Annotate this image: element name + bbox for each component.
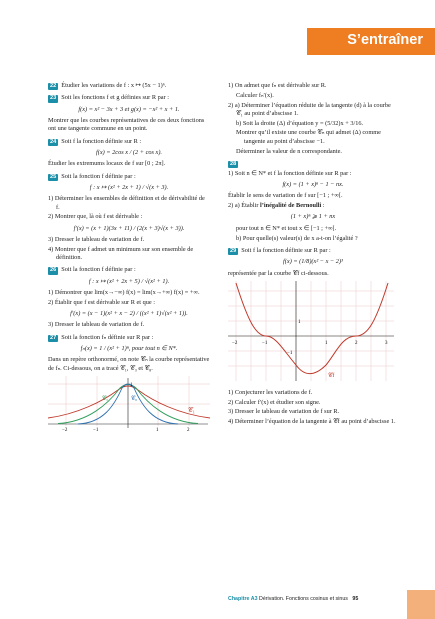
- exercise-number: 29: [230, 247, 237, 254]
- tick-label: 1: [298, 319, 301, 325]
- exercise-text: Dans un repère orthonormé, on note 𝒞ₙ la courbe représentative de fₙ. Ci-dessous, on a tracé 𝒞₁, 𝒞₃ et 𝒞₈.: [48, 356, 210, 372]
- exercise-text: Établir le sens de variation de f sur [−1 ; +∞[.: [228, 192, 343, 200]
- tick-label: −1: [93, 427, 99, 433]
- exercise-23: [48, 94, 210, 133]
- formula: f(x) = (1 + x)ⁿ − 1 − nx.: [282, 181, 344, 189]
- exercise-text: Soit la fonction f définie par :: [61, 172, 136, 180]
- grid: [228, 281, 394, 381]
- question: Calculer fₙ′(x).: [236, 91, 274, 99]
- label-c8: 𝒞₈: [131, 395, 137, 402]
- label-c1: 𝒞₁: [188, 406, 196, 414]
- exercise-22: [48, 82, 210, 90]
- exercise-text: Soit f la fonction définie sur R :: [61, 137, 142, 145]
- tick-label: 1: [325, 340, 328, 346]
- graph-cn-curves: [48, 376, 210, 434]
- right-column: [228, 82, 398, 430]
- question: 1) Conjecturer les variations de f.: [228, 388, 313, 396]
- exercise-number: 22: [50, 83, 57, 89]
- footer-accent-bar: [407, 590, 435, 619]
- question: 3) Dresser le tableau de variation de f sur R.: [228, 408, 340, 416]
- exercise-26: [48, 266, 210, 329]
- chapter-label: Chapitre A3: [228, 596, 258, 602]
- formula: fₙ(x) = 1 / (x² + 1)ⁿ, pour tout n ∈ N*.: [80, 345, 178, 353]
- curve-cf: [236, 283, 388, 374]
- header-banner: [307, 28, 435, 55]
- exercise-text: Soit la fonction fₙ définie sur R par :: [61, 333, 154, 341]
- tick-label: 1: [156, 427, 159, 433]
- exercise-number: 28: [230, 160, 237, 167]
- formula: f(x) = 2cos x / (2 + cos x).: [95, 149, 163, 157]
- exercise-text: pour tout n ∈ N* et tout x ∈ [−1 ; +∞[.: [236, 224, 337, 232]
- formula: (1 + x)ⁿ ⩾ 1 + nx: [290, 213, 336, 221]
- question: b) Pour quelle(s) valeur(s) de x a-t-on l’égalité ?: [236, 234, 358, 242]
- exercise-number: 25: [50, 173, 57, 180]
- question: 2) a) Établir: [228, 202, 260, 210]
- exercise-29: [228, 247, 398, 427]
- question: Déterminer la valeur de n correspondante.: [236, 147, 342, 155]
- tick-label: −2: [62, 427, 68, 433]
- tick-label: −1: [287, 350, 293, 356]
- question: :: [321, 202, 325, 210]
- question: 3) Dresser le tableau de variation de f.: [48, 321, 145, 329]
- label-c3: 𝒞₃: [102, 395, 108, 402]
- formula: f : x ↦ (x² + 2x + 1) / √(x + 3).: [89, 183, 169, 191]
- question: 1) Démontrer que lim(x→−∞) f(x) = lim(x→+∞) f(x) = +∞.: [48, 289, 200, 297]
- formula: f(x) = (1/8)(x² − x − 2)³: [283, 258, 343, 266]
- tick-label: 3: [385, 340, 388, 346]
- exercise-text: Soit les fonctions f et g définies sur R par :: [61, 94, 169, 102]
- formula: f : x ↦ (x² + 2x + 5) / √(x² + 1).: [88, 277, 170, 285]
- chapter-title: Dérivation. Fonctions cosinus et sinus: [259, 596, 348, 602]
- page-number: 95: [352, 596, 359, 602]
- formula: f′(x) = (x + 1)(3x + 11) / (2(x + 3)√(x + 3)).: [73, 224, 185, 232]
- exercise-25: [48, 173, 210, 263]
- tick-label: 1: [130, 382, 133, 388]
- question: 2) a) Déterminer l’équation réduite de la tangente (d) à la courbe 𝒞₁ au point d’abscisse 1.: [228, 101, 391, 117]
- question: 4) Déterminer l’équation de la tangente à 𝒞f au point d’abscisse 1.: [228, 418, 396, 426]
- page-footer: [228, 596, 423, 603]
- label-cf: 𝒞f: [328, 372, 335, 379]
- exercise-28: [228, 160, 398, 243]
- formula: f′(x) = (x − 1)(x² + x − 2) / ((x² + 1)√(x² + 1)).: [70, 310, 188, 318]
- exercise-27-continued: [228, 82, 398, 156]
- question: 2) Calculer f′(x) et étudier son signe.: [228, 398, 321, 406]
- tick-label: −2: [232, 340, 238, 346]
- exercise-text: Étudier les extremums locaux de f sur [0 ; 2π].: [48, 160, 166, 168]
- question: 2) Montrer que, là où f est dérivable :: [48, 213, 143, 221]
- tick-label: 2: [355, 340, 358, 346]
- tick-label: −1: [262, 340, 268, 346]
- exercise-text: Étudier les variations de f : x ↦ (5x − 1)⁶.: [61, 82, 167, 89]
- question: 1) Soit n ∈ N* et f la fonction définie sur R par :: [228, 169, 352, 177]
- page-title: S’entraîner: [347, 32, 423, 48]
- exercise-text: Soit la fonction f définie par :: [61, 266, 136, 274]
- question: b) Soit la droite (Δ) d’équation y = (5/32)x + 3/16.: [236, 119, 364, 127]
- formula: f(x) = x² − 3x + 3 et g(x) = −x² + x + 1.: [78, 105, 180, 113]
- exercise-number: 23: [50, 95, 57, 102]
- exercise-text: Montrer que les courbes représentatives de ces deux fonctions ont une tangente commune en un point.: [48, 117, 205, 133]
- tick-label: 2: [187, 427, 190, 433]
- exercise-24: [48, 138, 210, 169]
- graph-cf: [228, 281, 396, 386]
- question: 1) On admet que fₙ est dérivable sur R.: [228, 82, 327, 89]
- question: 4) Montrer que f admet un minimum sur son ensemble de définition.: [48, 245, 194, 262]
- left-column: [48, 82, 210, 438]
- question: 1) Déterminer les ensembles de définition et de dérivabilité de f.: [48, 195, 205, 211]
- question: 2) Établir que f est dérivable sur R et que :: [48, 298, 156, 306]
- curve-c1: [48, 386, 210, 418]
- exercise-text: Soit f la fonction définie sur R par :: [241, 246, 331, 254]
- question: Montrer qu’il existe une courbe 𝒞ₙ qui admet (Δ) comme tangente au point d’abscisse −1.: [236, 129, 381, 145]
- exercise-number: 27: [50, 334, 57, 341]
- question: 3) Dresser le tableau de variation de f.: [48, 235, 145, 243]
- exercise-27: [48, 334, 210, 434]
- bernoulli-inequality-label: l’inégalité de Bernoulli: [260, 202, 322, 210]
- exercise-number: 24: [50, 138, 57, 145]
- exercise-number: 26: [50, 267, 57, 274]
- grid: [48, 376, 210, 426]
- exercise-text: représentée par la courbe 𝒞f ci-dessous.: [228, 269, 329, 277]
